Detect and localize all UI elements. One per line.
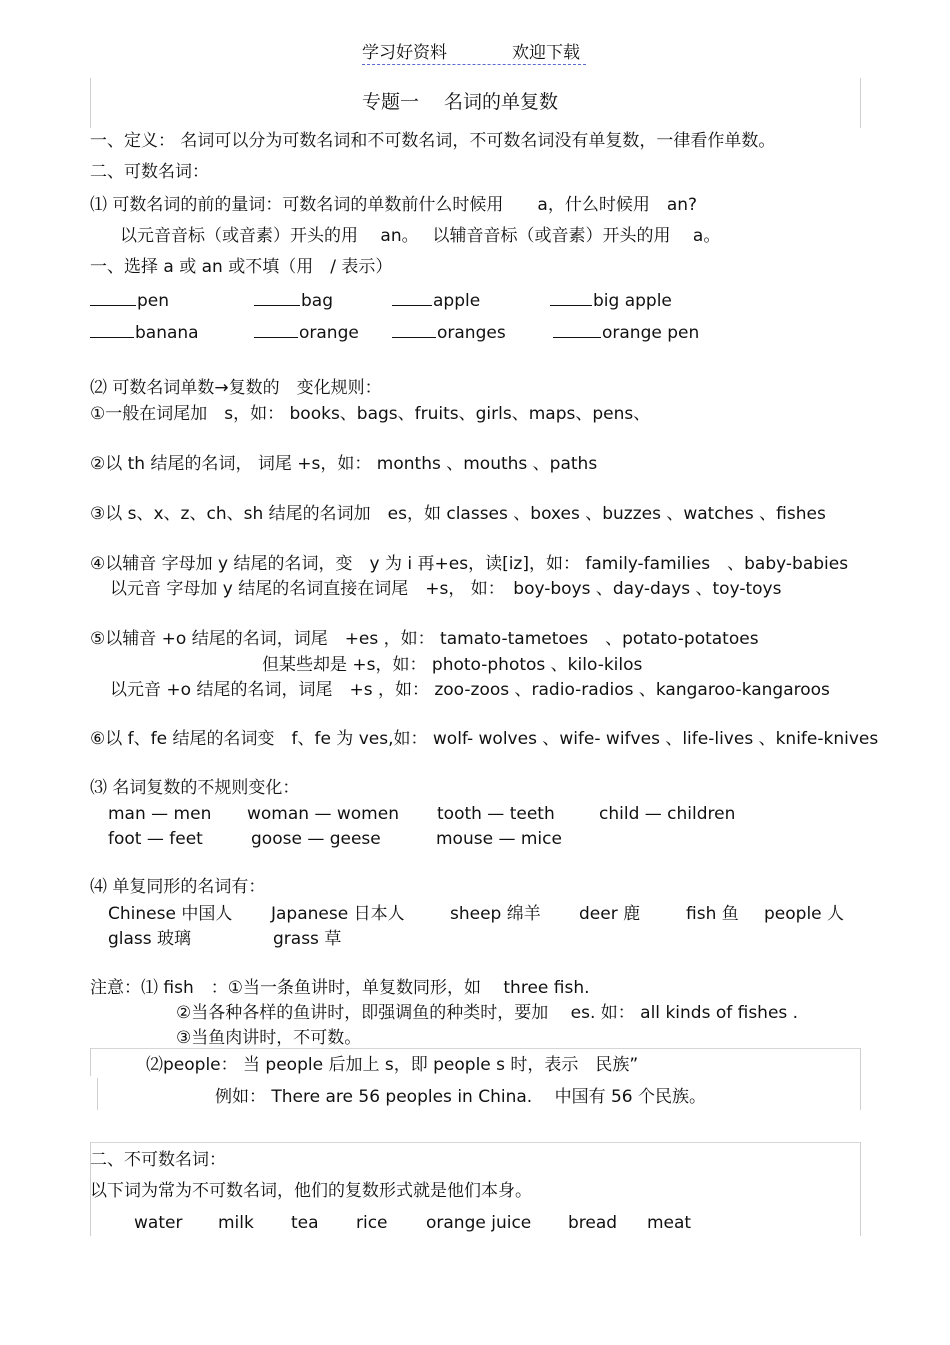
frame-line [860, 78, 861, 128]
same-form-word: deer 鹿 [579, 904, 641, 924]
rule-line: ①一般在词尾加 s，如： books、bags、fruits、girls、maps、pens、 [90, 404, 651, 424]
same-form-word: sheep 绵羊 [450, 904, 541, 924]
note-line: ③当鱼肉讲时，不可数。 [176, 1028, 362, 1048]
answer-blank [90, 321, 134, 338]
rule-line: 但某些却是 +s，如： photo-photos 、kilo-kilos [262, 655, 643, 675]
uncountable-word: tea [291, 1213, 319, 1233]
exercise-item: orange pen [553, 321, 699, 344]
exercise-item: orange [254, 321, 359, 344]
irregular-pair: goose — geese [251, 829, 381, 849]
frame-line [860, 1142, 861, 1236]
same-form-word: Chinese 中国人 [108, 904, 233, 924]
page-title: 专题一 名词的单复数 [362, 91, 559, 113]
header-left-text: 学习好资料 [362, 43, 447, 63]
answer-blank [254, 321, 298, 338]
rule-line: ③以 s、x、z、ch、sh 结尾的名词加 es，如 classes 、boxes 、buzzes 、watches 、fishes [90, 504, 826, 524]
answer-blank [254, 289, 300, 306]
exercise-heading: 一、选择 a 或 an 或不填（用 / 表示） [90, 257, 393, 277]
irregular-pair: woman — women [247, 804, 399, 824]
answer-blank [553, 321, 601, 338]
page-header [362, 42, 586, 65]
irregular-heading: ⑶ 名词复数的不规则变化： [90, 778, 300, 798]
rule-line: ②以 th 结尾的名词， 词尾 +s，如： months 、mouths 、paths [90, 454, 598, 474]
frame-line [97, 1078, 98, 1110]
irregular-pair: tooth — teeth [437, 804, 555, 824]
frame-line [90, 78, 91, 128]
frame-line [90, 1048, 91, 1076]
uncountable-word: milk [218, 1213, 254, 1233]
frame-line [90, 1142, 861, 1143]
same-form-heading: ⑷ 单复同形的名词有： [90, 877, 266, 897]
note-line: ②当各种各样的鱼讲时，即强调鱼的种类时，要加 es. 如： all kinds of fishes . [176, 1003, 799, 1023]
measure-question: ⑴ 可数名词的前的量词：可数名词的单数前什么时候用 a，什么时候用 an? [90, 195, 698, 215]
answer-blank [90, 289, 136, 306]
answer-blank [392, 321, 436, 338]
same-form-word: grass 草 [273, 929, 342, 949]
uncountable-word: meat [647, 1213, 692, 1233]
uncountable-word: orange juice [426, 1213, 532, 1233]
same-form-word: Japanese 日本人 [271, 904, 405, 924]
rule-line: ⑤以辅音 +o 结尾的名词，词尾 +es ，如： tamato-tametoes 、potato-potatoes [90, 629, 759, 649]
rule-line: 以元音 +o 结尾的名词，词尾 +s ，如： zoo-zoos 、radio-radios 、kangaroo-kangaroos [110, 680, 830, 700]
uncountable-word: bread [568, 1213, 618, 1233]
uncountable-intro: 以下词为常为不可数名词，他们的复数形式就是他们本身。 [90, 1181, 532, 1201]
exercise-item: big apple [550, 289, 672, 312]
answer-blank [550, 289, 592, 306]
exercise-item: banana [90, 321, 199, 344]
uncountable-heading: 二、不可数名词： [90, 1150, 226, 1170]
exercise-item: oranges [392, 321, 506, 344]
rule-line: ④以辅音 字母加 y 结尾的名词，变 y 为 i 再+es，读[iz]，如： family-families 、baby-babies [90, 554, 849, 574]
countable-heading: 二、可数名词： [90, 162, 209, 182]
answer-blank [392, 289, 432, 306]
uncountable-word: rice [356, 1213, 388, 1233]
rule-line: 以元音 字母加 y 结尾的名词直接在词尾 +s， 如： boy-boys 、day-days 、toy-toys [110, 579, 782, 599]
note-line: ⑵people： 当 people 后加上 s，即 people s 时，表示 民族” [146, 1055, 639, 1075]
header-right-text: 欢迎下载 [512, 43, 580, 63]
irregular-pair: man — men [108, 804, 212, 824]
exercise-item: apple [392, 289, 480, 312]
frame-line [860, 1048, 861, 1110]
note-line: 注意：⑴ fish ：①当一条鱼讲时，单复数同形，如 three fish. [90, 978, 590, 998]
exercise-item: bag [254, 289, 333, 312]
irregular-pair: foot — feet [108, 829, 203, 849]
rules-heading: ⑵ 可数名词单数→复数的 变化规则： [90, 378, 382, 398]
uncountable-word: water [134, 1213, 183, 1233]
exercise-item: pen [90, 289, 169, 312]
definition-text: 一、定义： 名词可以分为可数名词和不可数名词，不可数名词没有单复数，一律看作单数。 [90, 131, 776, 151]
same-form-word: people 人 [764, 904, 845, 924]
irregular-pair: mouse — mice [436, 829, 562, 849]
irregular-pair: child — children [599, 804, 736, 824]
same-form-word: fish 鱼 [686, 904, 739, 924]
measure-rule: 以元音音标（或音素）开头的用 an。 以辅音音标（或音素）开头的用 a。 [120, 226, 721, 246]
rule-line: ⑥以 f、fe 结尾的名词变 f、fe 为 ves,如： wolf- wolves 、wife- wifves 、life-lives 、knife-knives [90, 729, 879, 749]
note-line: 例如： There are 56 peoples in China. 中国有 56 个民族。 [215, 1087, 707, 1107]
same-form-word: glass 玻璃 [108, 929, 192, 949]
